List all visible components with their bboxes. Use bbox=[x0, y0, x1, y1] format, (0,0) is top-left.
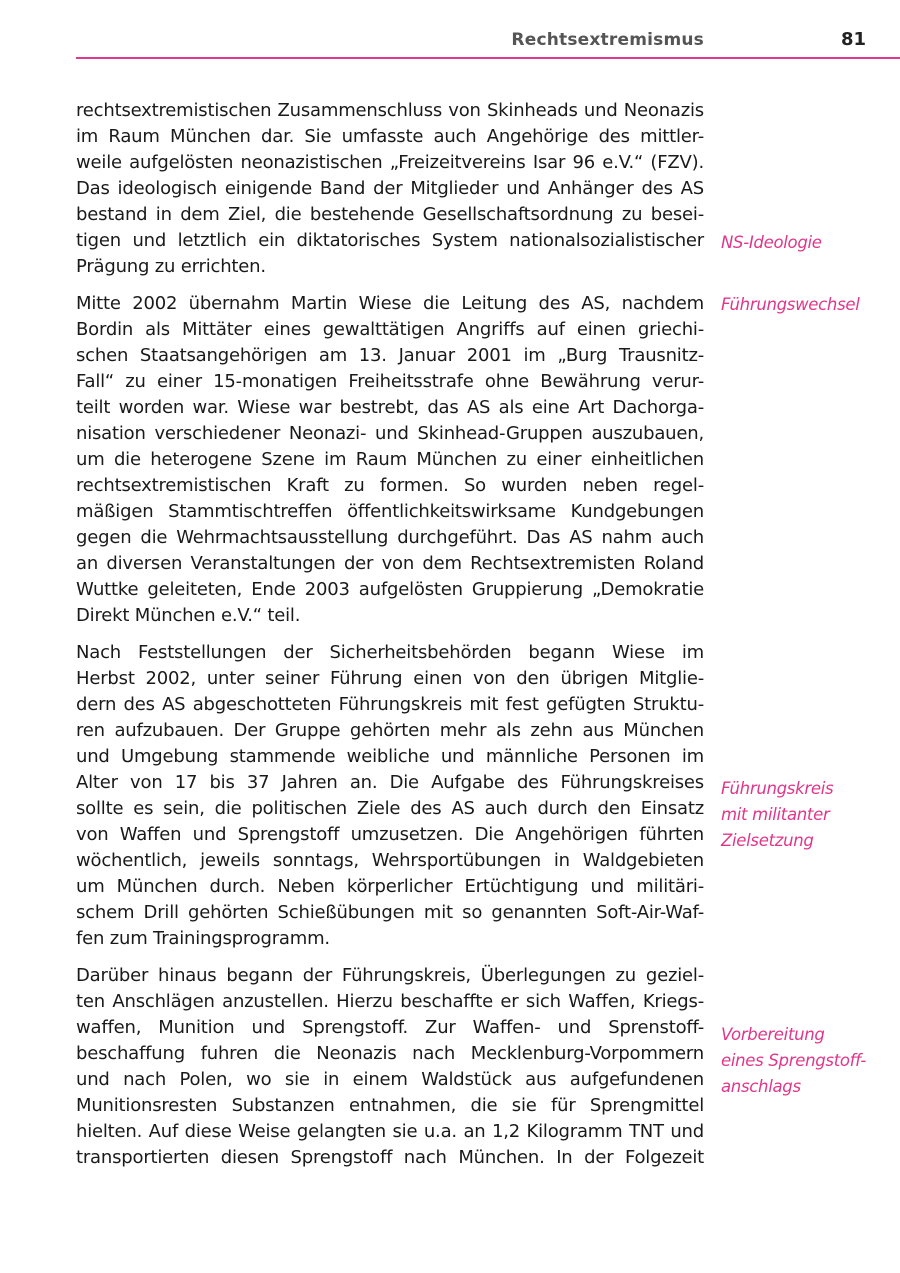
text-line: rechtsextremistischen Kraft zu formen. So wurden neben regel- bbox=[76, 475, 704, 496]
text-line: rechtsextremistischen Zusammenschluss von Skinheads und Neonazis bbox=[76, 100, 704, 121]
text-line: sollte es sein, die politischen Ziele des AS auch durch den Einsatz bbox=[76, 798, 704, 819]
text-line: um die heterogene Szene im Raum München zu einer einheitlichen bbox=[76, 449, 704, 470]
text-line: bestand in dem Ziel, die bestehende Gesellschaftsordnung zu besei- bbox=[76, 204, 704, 225]
text-line: waffen, Munition und Sprengstoff. Zur Waffen- und Sprenstoff- bbox=[76, 1017, 704, 1038]
text-line: ren aufzubauen. Der Gruppe gehörten mehr als zehn aus München bbox=[76, 720, 704, 741]
paragraph bbox=[76, 640, 704, 952]
paragraph bbox=[76, 98, 704, 280]
text-line: nisation verschiedener Neonazi- und Skinhead-Gruppen auszubauen, bbox=[76, 423, 704, 444]
text-line: Darüber hinaus begann der Führungskreis, Überlegungen zu geziel- bbox=[76, 965, 704, 986]
text-line: wöchentlich, jeweils sonntags, Wehrsportübungen in Waldgebieten bbox=[76, 850, 704, 871]
text-line: gegen die Wehrmachtsausstellung durchgeführt. Das AS nahm auch bbox=[76, 527, 704, 548]
text-line: hielten. Auf diese Weise gelangten sie u.a. an 1,2 Kilogramm TNT und bbox=[76, 1121, 704, 1142]
text-line: Wuttke geleiteten, Ende 2003 aufgelösten Gruppierung „Demokratie bbox=[76, 579, 704, 600]
text-line: mäßigen Stammtischtreffen öffentlichkeitswirksame Kundgebungen bbox=[76, 501, 704, 522]
text-line: um München durch. Neben körperlicher Ertüchtigung und militäri- bbox=[76, 876, 704, 897]
running-header bbox=[76, 27, 900, 59]
text-line: Nach Feststellungen der Sicherheitsbehörden begann Wiese im bbox=[76, 642, 704, 663]
text-line: im Raum München dar. Sie umfasste auch Angehörige des mittler- bbox=[76, 126, 704, 147]
text-line: Mitte 2002 übernahm Martin Wiese die Leitung des AS, nachdem bbox=[76, 293, 704, 314]
margin-note-line: Vorbereitung bbox=[721, 1025, 825, 1044]
page-number: 81 bbox=[840, 29, 866, 50]
margin-note-line: eines Sprengstoff- bbox=[721, 1051, 867, 1070]
text-line: Munitionsresten Substanzen entnahmen, die sie für Sprengmittel bbox=[76, 1095, 704, 1116]
text-line: weile aufgelösten neonazistischen „Freizeitvereins Isar 96 e.V.“ (FZV). bbox=[76, 152, 704, 173]
text-line: Alter von 17 bis 37 Jahren an. Die Aufgabe des Führungskreises bbox=[76, 772, 704, 793]
margin-note-line: Führungskreis bbox=[721, 779, 834, 798]
text-line: ten Anschlägen anzustellen. Hierzu beschaffte er sich Waffen, Kriegs- bbox=[76, 991, 704, 1012]
margin-note-line: mit militanter bbox=[721, 805, 830, 824]
header-rule bbox=[76, 57, 900, 59]
margin-note-fuehrungskreis bbox=[721, 776, 833, 854]
text-line: und nach Polen, wo sie in einem Waldstück aus aufgefundenen bbox=[76, 1069, 704, 1090]
margin-note-line: NS-Ideologie bbox=[721, 233, 822, 252]
text-line: transportierten diesen Sprengstoff nach München. In der Folgezeit bbox=[76, 1147, 704, 1168]
margin-note-sprengstoffanschlag bbox=[721, 1022, 866, 1100]
paragraph bbox=[76, 963, 704, 1171]
text-line: Bordin als Mittäter eines gewalttätigen Angriffs auf einen griechi- bbox=[76, 319, 704, 340]
text-line: dern des AS abgeschotteten Führungskreis mit fest gefügten Struktu- bbox=[76, 694, 704, 715]
margin-note-fuehrungswechsel bbox=[721, 292, 860, 318]
text-line: beschaffung fuhren die Neonazis nach Mecklenburg-Vorpommern bbox=[76, 1043, 704, 1064]
margin-note-line: Zielsetzung bbox=[721, 831, 814, 850]
margin-note-line: Führungswechsel bbox=[721, 295, 860, 314]
text-line: Das ideologisch einigende Band der Mitglieder und Anhänger des AS bbox=[76, 178, 704, 199]
body-text bbox=[76, 98, 704, 1182]
text-line: Direkt München e.V.“ teil. bbox=[76, 605, 301, 626]
text-line: Fall“ zu einer 15-monatigen Freiheitsstrafe ohne Bewährung verur- bbox=[76, 371, 704, 392]
text-line: schen Staatsangehörigen am 13. Januar 2001 im „Burg Trausnitz- bbox=[76, 345, 704, 366]
text-line: von Waffen und Sprengstoff umzusetzen. Die Angehörigen führten bbox=[76, 824, 704, 845]
text-line: schem Drill gehörten Schießübungen mit so genannten Soft-Air-Waf- bbox=[76, 902, 704, 923]
text-line: fen zum Trainingsprogramm. bbox=[76, 928, 330, 949]
text-line: teilt worden war. Wiese war bestrebt, das AS als eine Art Dachorga- bbox=[76, 397, 704, 418]
text-line: und Umgebung stammende weibliche und männliche Personen im bbox=[76, 746, 704, 767]
header-title: Rechtsextremismus bbox=[511, 30, 704, 50]
text-line: Prägung zu errichten. bbox=[76, 256, 266, 277]
margin-note-ns-ideologie bbox=[721, 230, 822, 256]
text-line: an diversen Veranstaltungen der von dem Rechtsextremisten Roland bbox=[76, 553, 704, 574]
text-line: Herbst 2002, unter seiner Führung einen von den übrigen Mitglie- bbox=[76, 668, 704, 689]
text-line: tigen und letztlich ein diktatorisches System nationalsozialistischer bbox=[76, 230, 704, 251]
paragraph bbox=[76, 291, 704, 629]
margin-note-line: anschlags bbox=[721, 1077, 801, 1096]
